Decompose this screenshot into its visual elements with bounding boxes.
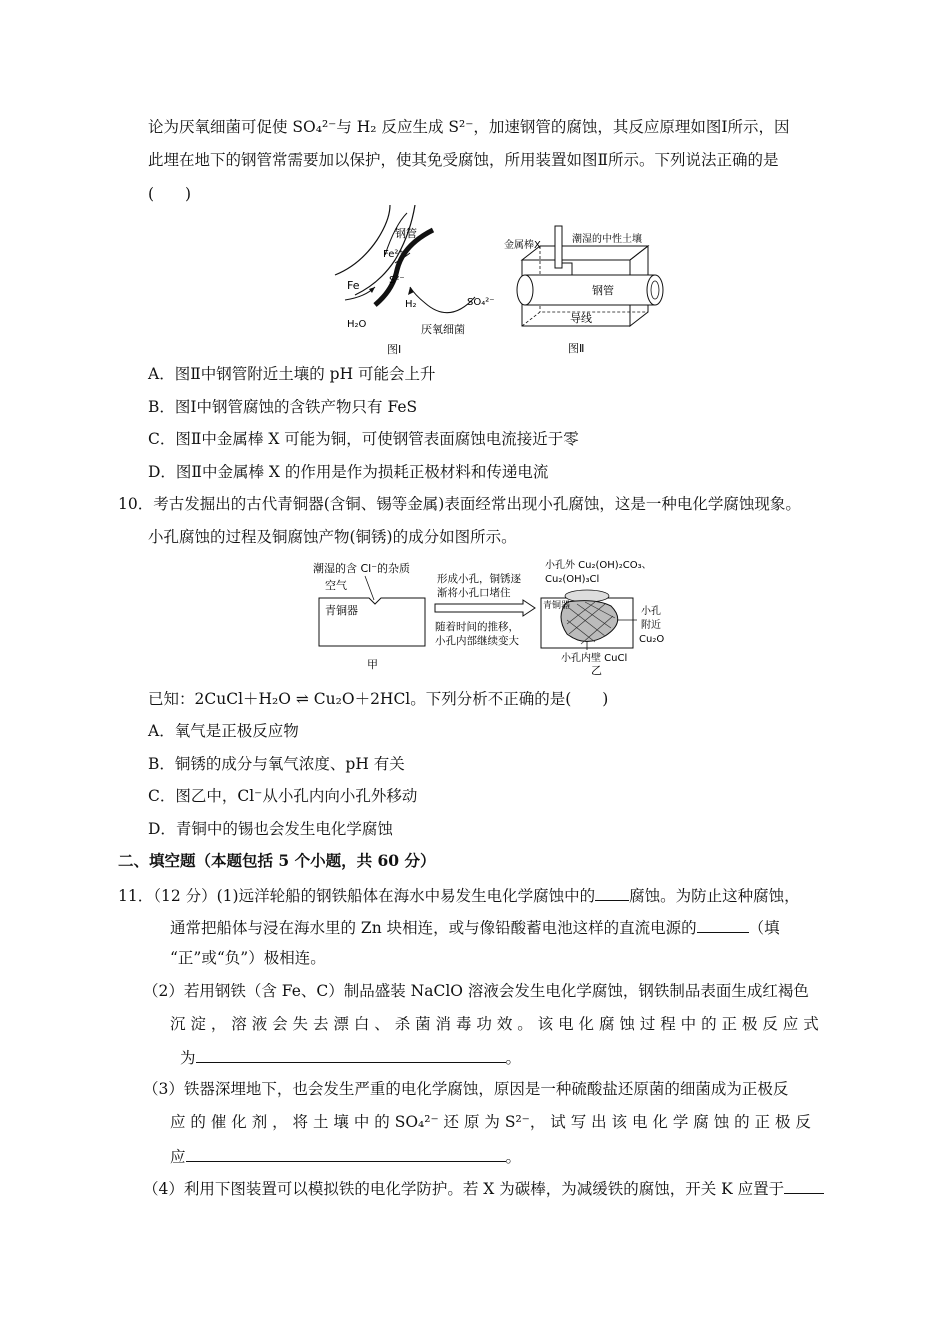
fig1-s2-label: S²⁻: [389, 275, 405, 286]
fig1-h2-label: H₂: [405, 299, 417, 310]
q11-line-2b: （填: [748, 919, 780, 937]
fig1-h2o-label: H₂O: [347, 319, 367, 330]
answer-blank-5[interactable]: [784, 1177, 824, 1194]
fig1-bacteria-label: 厌氧细菌: [421, 323, 465, 336]
q10-option-a: A．氧气是正极反应物: [148, 722, 299, 740]
fig3-caption-jia: 甲: [367, 658, 378, 671]
fig1-so4-label: SO₄²⁻: [467, 297, 495, 308]
q10-known: 已知：2CuCl＋H₂O ⇌ Cu₂O＋2HCl。下列分析不正确的是( ): [148, 690, 609, 708]
q11-part3-line-3b: 。: [505, 1148, 522, 1166]
fig1-pipe-label: 钢管: [395, 227, 417, 240]
figure-2-protection-device: [500, 218, 680, 360]
fig3-near-label-2: 附近: [641, 620, 661, 631]
fig2-caption: 图Ⅱ: [568, 342, 585, 355]
q11-part2-line-3: [180, 1046, 521, 1068]
fig3-caption-yi: 乙: [591, 664, 602, 677]
q10-option-c: C．图乙中，Cl⁻从小孔内向小孔外移动: [148, 787, 418, 805]
q9-option-c: C．图Ⅱ中金属棒 X 可能为铜，可使钢管表面腐蚀电流接近于零: [148, 430, 579, 448]
q11-part3-line-1: （3）铁器深埋地下，也会发生严重的电化学腐蚀，原因是一种硫酸盐还原菌的细菌成为正极反: [143, 1080, 789, 1098]
fig2-wire-label: 导线: [570, 312, 592, 325]
q11-part3-line-3: [170, 1145, 521, 1167]
figure-1-steel-pipe-corrosion: [315, 205, 505, 360]
fig3-arrow-bottom-2: 小孔内部继续变大: [435, 635, 519, 647]
q11-line-1a: 11．（12 分）(1)远洋轮船的钢铁船体在海水中易发生电化学腐蚀中的: [118, 887, 596, 905]
fig3-near-label-3: Cu₂O: [639, 634, 665, 645]
q11-part2-line-3a: 为: [180, 1049, 196, 1067]
fig3-arrow-top-2: 渐将小孔口堵住: [437, 587, 511, 599]
fig3-bronze-label-2: 青铜器: [543, 601, 571, 611]
q10-option-d: D．青铜中的锡也会发生电化学腐蚀: [148, 820, 393, 838]
q11-line-1: [118, 884, 800, 906]
fig3-near-label-1: 小孔: [641, 606, 661, 617]
intro-line-1: 论为厌氧细菌可促使 SO₄²⁻与 H₂ 反应生成 S²⁻，加速钢管的腐蚀，其反应原理如图Ⅰ所示，因: [148, 118, 790, 136]
answer-blank-3[interactable]: [196, 1046, 506, 1063]
q11-part4-line-1a: （4）利用下图装置可以模拟铁的电化学防护。若 X 为碳棒，为减缓铁的腐蚀，开关 K 应置于: [143, 1180, 785, 1198]
fig2-soil-label: 潮湿的中性土壤: [572, 234, 642, 245]
q11-line-1b: 腐蚀。为防止这种腐蚀，: [629, 887, 800, 905]
fig3-outside-label-1: 小孔外 Cu₂(OH)₂CO₃、: [545, 560, 652, 571]
q10-line-1: 10．考古发掘出的古代青铜器(含铜、锡等金属)表面经常出现小孔腐蚀，这是一种电化学腐蚀现象。: [118, 495, 801, 513]
fig2-rod-label: 金属棒X: [504, 240, 541, 251]
answer-blank-4[interactable]: [186, 1145, 506, 1162]
q9-option-b: B．图Ⅰ中钢管腐蚀的含铁产物只有 FeS: [148, 398, 418, 416]
fig2-pipe-label: 钢管: [592, 284, 614, 297]
question-paren: ( ): [148, 185, 192, 203]
fig3-air-label: 空气: [325, 579, 347, 592]
fig3-inner-label: 小孔内壁 CuCl: [561, 653, 628, 664]
section-2-heading: 二、填空题（本题包括 5 个小题，共 60 分）: [118, 851, 436, 870]
figure-3-pitting-corrosion: [305, 556, 685, 678]
q9-option-d: D．图Ⅱ中金属棒 X 的作用是作为损耗正极材料和传递电流: [148, 463, 549, 481]
fig3-arrow-top-1: 形成小孔，铜锈逐: [437, 573, 521, 585]
fig3-arrow-bottom-1: 随着时间的推移，: [435, 621, 519, 633]
intro-line-2: 此埋在地下的钢管常需要加以保护，使其免受腐蚀，所用装置如图Ⅱ所示。下列说法正确的是: [148, 151, 779, 169]
answer-blank-1[interactable]: [595, 884, 629, 901]
answer-blank-2[interactable]: [697, 916, 749, 933]
fig3-impurity-label: 潮湿的含 Cl⁻的杂质: [313, 562, 411, 575]
q11-part4-line-1: [143, 1177, 824, 1199]
fig3-outside-label-2: Cu₂(OH)₃Cl: [545, 574, 600, 585]
fig3-bronze-label: 青铜器: [325, 604, 358, 617]
q11-line-2a: 通常把船体与浸在海水里的 Zn 块相连，或与像铅酸蓄电池这样的直流电源的: [170, 919, 697, 937]
q11-part3-line-3a: 应: [170, 1148, 186, 1166]
fig1-caption: 图Ⅰ: [387, 343, 402, 356]
q11-part2-line-3b: 。: [505, 1049, 522, 1067]
fig1-fe-label: Fe: [347, 279, 360, 292]
q10-option-b: B．铜锈的成分与氧气浓度、pH 有关: [148, 755, 405, 773]
q9-option-a: A．图Ⅱ中钢管附近土壤的 pH 可能会上升: [148, 365, 436, 383]
q11-part2-line-2: 沉 淀 ， 溶 液 会 失 去 漂 白 、 杀 菌 消 毒 功 效 。 该 电 化 腐 蚀 过 程 中 的 正 极 反 应 式: [170, 1015, 819, 1033]
q11-part2-line-1: （2）若用钢铁（含 Fe、C）制品盛装 NaClO 溶液会发生电化学腐蚀，钢铁制品表面生成红褐色: [143, 982, 809, 1000]
fig1-fe2-label: Fe²⁺: [383, 249, 404, 260]
q11-line-2: [170, 916, 780, 938]
q11-part3-line-2: 应 的 催 化 剂 ， 将 土 壤 中 的 SO₄²⁻ 还 原 为 S²⁻， 试 写 出 该 电 化 学 腐 蚀 的 正 极 反: [170, 1113, 811, 1131]
q11-line-3: “正”或“负”）极相连。: [170, 949, 326, 967]
q10-line-2: 小孔腐蚀的过程及铜腐蚀产物(铜锈)的成分如图所示。: [148, 528, 517, 546]
